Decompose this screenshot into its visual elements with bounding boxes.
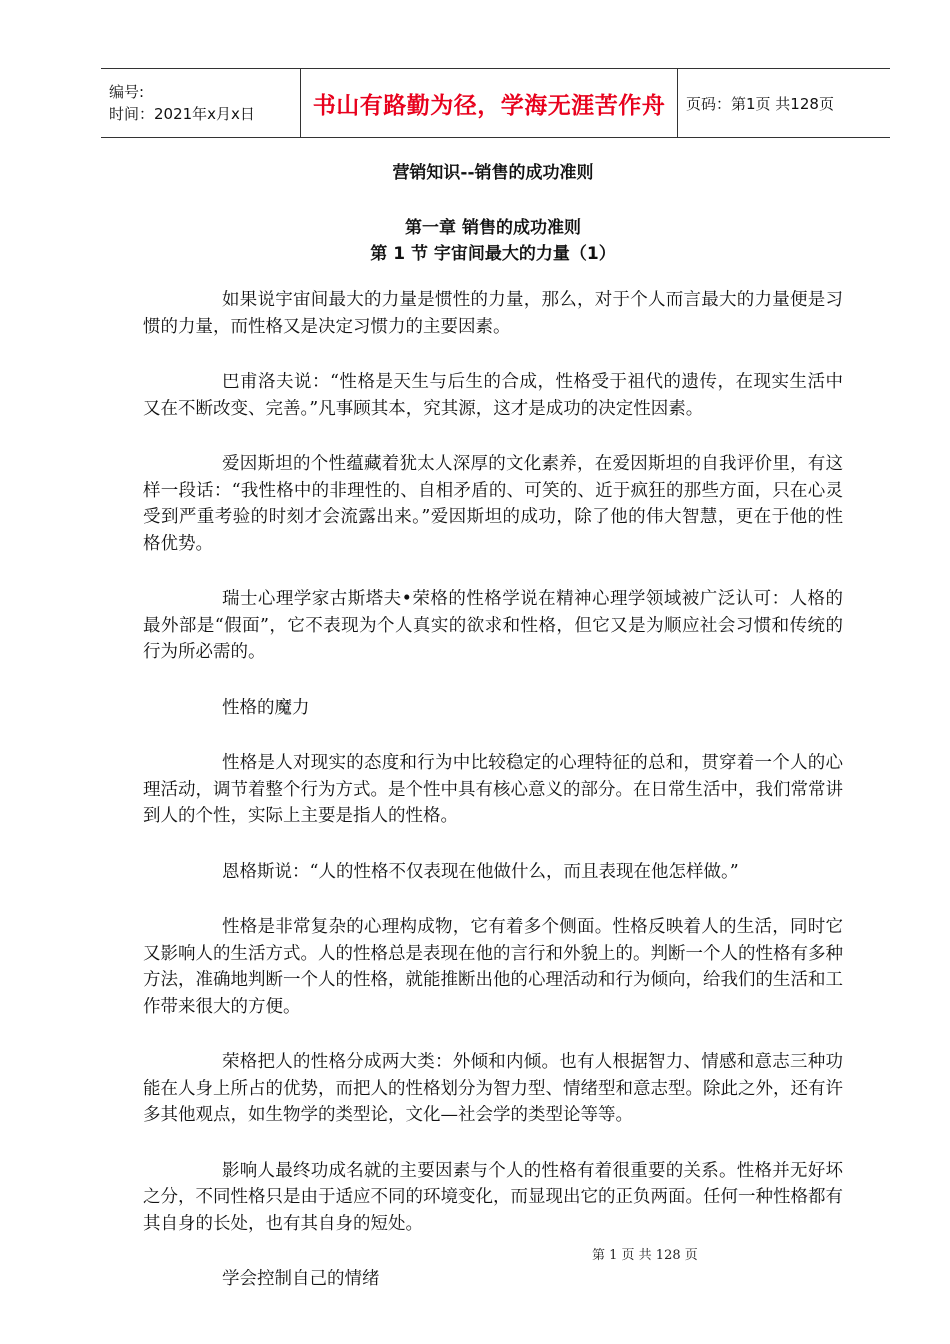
subheading-paragraph: 性格的魔力: [222, 697, 310, 718]
section-heading: 第 1 节 宇宙间最大的力量（1）: [370, 244, 616, 264]
paragraph: 荣格把人的性格分成两大类：外倾和内倾。也有人根据智力、情感和意志三种功能在人身上所占的优势，而把人的性格划分为智力型、情绪型和意志型。除此之外，还有许多其他观点，如生物学的类型论，文化—社会学的类型论等等。: [143, 1052, 843, 1125]
header-motto: [301, 69, 678, 137]
code-label: 编号:: [109, 83, 145, 101]
paragraph: 性格是人对现实的态度和行为中比较稳定的心理特征的总和，贯穿着一个人的心理活动，调节着整个行为方式。是个性中具有核心意义的部分。在日常生活中，我们常常讲到人的个性，实际上主要是指人的性格。: [143, 753, 843, 826]
paragraph: 瑞士心理学家古斯塔夫•荣格的性格学说在精神心理学领域被广泛认可：人格的最外部是“假面”，它不表现为个人真实的欲求和性格，但它又是为顺应社会习惯和传统的行为所必需的。: [143, 589, 843, 662]
chapter-heading: 第一章 销售的成功准则: [405, 218, 581, 238]
subheading-paragraph: 学会控制自己的情绪: [222, 1269, 380, 1289]
paragraph: 巴甫洛夫说：“性格是天生与后生的合成，性格受于祖代的遗传，在现实生活中又在不断改变、完善。”凡事顾其本，究其源，这才是成功的决定性因素。: [143, 372, 843, 419]
paragraph: 恩格斯说：“人的性格不仅表现在他做什么，而且表现在他怎样做。”: [222, 861, 739, 882]
paragraph: 如果说宇宙间最大的力量是惯性的力量，那么，对于个人而言最大的力量便是习惯的力量，而性格又是决定习惯力的主要因素。: [143, 290, 843, 337]
document-title: 营销知识--销售的成功准则: [392, 163, 594, 183]
time-label: 时间：2021年x月x日: [109, 105, 255, 123]
paragraph: 性格是非常复杂的心理构成物，它有着多个侧面。性格反映着人的生活，同时它又影响人的生活方式。人的性格总是表现在他的言行和外貌上的。判断一个人的性格有多种方法，准确地判断一个人的性格，就能推断出他的心理活动和行为倾向，给我们的生活和工作带来很大的方便。: [143, 917, 843, 1017]
header-meta: [101, 69, 301, 137]
paragraph: 爱因斯坦的个性蕴藏着犹太人深厚的文化素养，在爱因斯坦的自我评价里，有这样一段话：“我性格中的非理性的、自相矛盾的、可笑的、近于疯狂的那些方面，只在心灵受到严重考验的时刻才会流露出来。”爱因斯坦的成功，除了他的伟大智慧，更在于他的性格优势。: [143, 454, 843, 554]
page-info-text: 页码：第1页 共128页: [686, 94, 834, 113]
header-page-info: [678, 69, 890, 137]
motto-text: 书山有路勤为径，学海无涯苦作舟: [312, 92, 666, 119]
page-header: [101, 68, 890, 138]
footer-page-number: 第 1 页 共 128 页: [592, 1248, 698, 1263]
page-footer: [592, 1244, 698, 1263]
paragraph: 影响人最终功成名就的主要因素与个人的性格有着很重要的关系。性格并无好坏之分，不同性格只是由于适应不同的环境变化，而显现出它的正负两面。任何一种性格都有其自身的长处，也有其自身的短处。: [143, 1160, 843, 1234]
document-body: [143, 160, 843, 1322]
